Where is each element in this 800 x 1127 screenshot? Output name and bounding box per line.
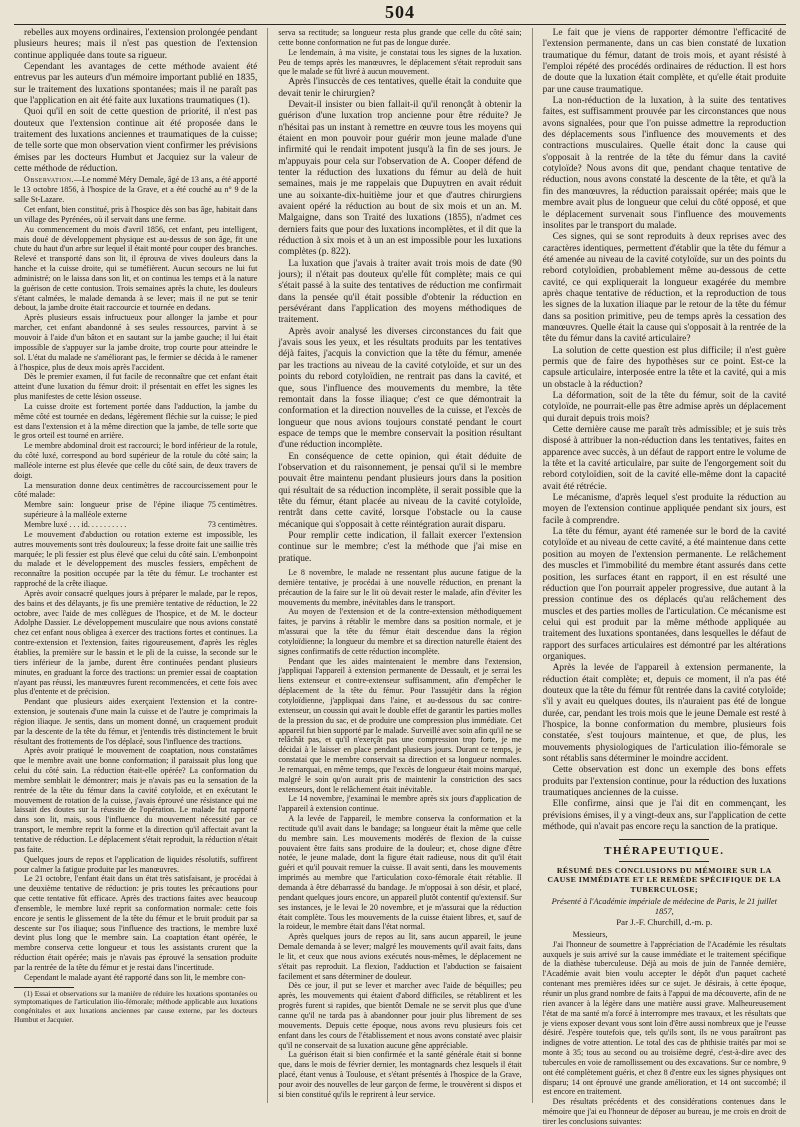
paragraph: Après quelques jours de repos au lit, sans aucun appareil, le jeune Demale demanda à se lever; malgré les mouvements qu'il avait faits, dans le lit, et ceux que nous avions exécutés nous-mêmes, le déplacement ne s'était pas reproduit. La flexion, l'adduction et l'abduction se faisaient facilement et sans déterminer de douleur.: [278, 932, 522, 981]
paragraph: Cet enfant, bien constitué, pris à l'hospice dès son bas âge, habitait dans un village des Pyrénées, où il servait dans une ferme.: [14, 205, 258, 224]
paragraph: Cette dernière cause me paraît très admissible; et je suis très disposé à attribuer la non-réduction dans les tentatives, faites en apparence avec succès, à un défaut de rapport entre le volume de la tête et la cavité articulaire, par suite de l'engorgement soit du rebord cotyloïdien, soit de la cavité elle-même dont la capacité avait été rétrécie.: [542, 425, 786, 492]
section-title: THÉRAPEUTIQUE.: [604, 845, 725, 858]
paragraph: Quoi qu'il en soit de cette question de priorité, il n'est pas douteux que l'extension continue ait été proposée dans le traitement des luxations anciennes et traumatiques de la cuisse; de telle sorte que mon observation vient confirmer les prévisions émises par les docteurs Humbut et Jacquiez sur la valeur de cette méthode de réduction.: [14, 107, 258, 175]
paragraph: Après avoir pratiqué le mouvement de coaptation, nous constatâmes que le membre avait une bonne conformation; il paraissait plus long que celui du côté sain. La réduction était-elle opérée? La conformation du membre semblait le démontrer; mais je n'avais pas eu la sensation de la rentrée de la tête du fémur dans la cavité cotyloïde, et en exécutant le mouvement de rotation de la cuisse, j'avais éprouvé une résistance qui me laissait des doutes sur la réussite de l'opération. Le malade fut rapporté dans son lit, mais, sous l'influence du mouvement nécessité par ce transport, le membre reprit la forme et la direction qu'il affectait avant la tentative de réduction. Le déplacement s'était reproduit, la réduction n'était pas faite.: [14, 746, 258, 854]
paragraph: rebelles aux moyens ordinaires, l'extension prolongée pendant plusieurs heures; mais il n'est pas question de l'extension continue appliquée dans toute sa rigueur.: [14, 28, 258, 61]
article-title: RÉSUMÉ DES CONCLUSIONS DU MÉMOIRE SUR LA CAUSE IMMÉDIATE ET LE REMÈDE SPÉCIFIQUE DE LA TUBERCULOSE;: [547, 865, 782, 894]
measurement-row: [14, 500, 257, 520]
paragraph: Au moyen de l'extension et de la contre-extension méthodiquement faites, je parvins à rétablir le membre dans sa position normale, et je m'assurai que la tête du fémur était descendue dans la région cotyloïdienne; la longueur du membre et sa direction naturelle étaient des signes confirmatifs de cette réduction incomplète.: [278, 607, 522, 656]
paragraph: Ces signes, qui se sont reproduits à deux reprises avec des caractères identiques, permettent d'établir que la tête du fémur a été amenée au niveau de la cavité cotyloïde, sur un des points du rebord cotyloïdien, probablement même au-dessous de cette cavité, ce qui expliquerait la longueur exagérée du membre après chaque tentative de réduction, et la reproduction de tous les signes de la luxation iliaque par le retour de la tête du fémur dans sa position primitive, peu de temps après la cessation des manœuvres. Quelle était la cause qui s'opposait à la rentrée de la tête du fémur dans la cavité articulaire?: [542, 232, 786, 345]
paragraph: serva sa rectitude; sa longueur resta plus grande que celle du côté sain; cette bonne conformation ne fut pas de longue durée.: [278, 28, 522, 47]
page-number: 504: [385, 2, 415, 22]
article-note: Présenté à l'Académie impériale de médecine de Paris, le 21 juillet 1857,: [551, 896, 777, 916]
section-rule: [619, 861, 709, 862]
paragraph: Après la levée de l'appareil à extension permanente, la réduction était complète; et, depuis ce moment, il n'a pas été douteux que la tête du fémur fût rentrée dans la cavité cotyloïde; s'il y avait eu quelques doutes, ils n'auraient pas été de longue durée, car, pendant les trois mois que le jeune Demale est resté à l'hospice, la bonne conformation du membre, plusieurs fois constatée, s'est toujours maintenue, et que, de plus, les mouvements physiologiques de l'articulation ilio-fémorale se sont rétablis sans déterminer le moindre accident.: [542, 663, 786, 764]
observation-label: Observation.: [24, 175, 74, 185]
paragraph: Le membre abdominal droit est raccourci; le bord inférieur de la rotule, du côté luxé, correspond au bord supérieur de la rotule du côté sain; la malléole interne est plus élevée que celle du côté sain, de deux travers de doigt.: [14, 441, 258, 480]
measurement-value: 73 centimètres.: [207, 520, 258, 529]
paragraph: Pendant que les aides maintenaient le membre dans l'extension, j'appliquai l'appareil à extension permanente de Dessault, et je serrai les liens extenseur et contre-extenseur suffisamment, afin d'empêcher le déplacement de la tête du fémur. Pour l'assujétir dans la région cotyloïdienne, j'appliquai dans l'aine, et au-dessous du sac contre-extenseur, un coussin qui avait le double effet de garantir les parties molles de la pression du sac, et de produire une compression plus immédiate. Cet appareil fut bien supporté par le malade. Surveillé avec soin afin qu'il ne se relâchât pas, et qu'il n'exerçât pas une compression trop forte, je me décidai à le laisser en place pendant plusieurs jours. Durant ce temps, je constatai que le membre conservait sa direction et sa longueur normales. Je remarquai, en même temps, que l'excès de longueur était moins marqué, malgré le soin qu'on aurait pris de maintenir la constriction des sacs extenseurs, dont le relâchement était inévitable.: [278, 656, 522, 794]
measurement-row: [14, 520, 257, 530]
paragraph: Après plusieurs essais infructueux pour allonger la jambe et pour marcher, cet enfant abandonné à ses seules ressources, parvint à se mouvoir à l'aide d'un bâton et en sautant sur la jambe gauche; il lui était impossible de s'appuyer sur la jambe droite, trop courte pour atteindre le sol. L'état du malade ne s'améliorant pas, le fermier se décida à le ramener à l'hospice, plus de deux mois après l'accident.: [14, 313, 258, 372]
paragraph: La non-réduction de la luxation, à la suite des tentatives faites, est suffisamment prouvée par les circonstances que nous avons signalées, pour que l'on puisse admettre la reproduction des déplacements sous l'influence des mouvements et des contractions musculaires. Quelle était donc la cause qui s'opposait à la rentrée de la tête du fémur dans la cavité cotyloïde? Nous avons dit que, pendant chaque tentative de réduction, nous avons constaté la descente de la tête, et qu'à la fin des manœuvres, la réduction paraissait opérée; mais que le membre avait plus de longueur que celui du côté opposé, et que le déplacement survenait sous l'influence des mouvements insolites par le transport du malade.: [542, 96, 786, 231]
paragraph: Devait-il insister ou bien fallait-il qu'il renonçât à obtenir la guérison d'une luxation trop ancienne pour être réduite? Je n'hésitai pas un instant à remettre en œuvre tous les moyens qui étaient en mon pouvoir pour guérir mon jeune malade d'une infirmité qui le rendait impotent jusqu'à la fin de ses jours. Je m'appuyais pour cela sur l'observation de A. Cooper défend de tenter la réduction des luxations du fémur au delà de huit semaines, mais je me rappelais que Dupuytren en avait réduit une au soixante-dix-huitième jour et que d'autres chirurgiens avaient opéré la réduction au bout de six mois et un an. M. Malgaigne, dans son Traité des luxations (1855), n'admet ces derniers faits que pour des luxations incomplètes, et il dit que la réduction à six mois et à un an est impossible pour les luxations complètes (p. 822).: [278, 99, 522, 258]
paragraph: Le lendemain, à ma visite, je constatai tous les signes de la luxation. Peu de temps après les manœuvres, le déplacement s'était reproduit sans que le malade se fût livré à aucun mouvement.: [278, 47, 522, 77]
paragraph: Le 8 novembre, le malade ne ressentant plus aucune fatigue de la dernière tentative, je procédai à une nouvelle réduction, en prenant la précaution de la faire sur le lit où devait rester le malade, afin d'éviter les mouvements du membre, inévitables dans le transport.: [278, 568, 522, 607]
paragraph: Dès le premier examen, il fut facile de reconnaître que cet enfant était atteint d'une luxation du fémur droit: il présentait en effet les signes les plus manifestes de cette lésion osseuse.: [14, 372, 258, 402]
paragraph: Après l'insuccès de ces tentatives, quelle était la conduite que devait tenir le chirurgien?: [278, 77, 522, 99]
paragraph: La guérison était si bien confirmée et la santé générale était si bonne que, dans le mois de février dernier, les montagnards chez lesquels il était placé, étant venus à Toulouse, et s'étant présentés à l'hospice de la Grave, pour avoir des nouvelles de leur garçon de ferme, le trouvèrent si dispos et si bien constitué qu'ils le reprirent à leur service.: [278, 1050, 522, 1099]
paragraph: Le mouvement d'abduction ou rotation externe est impossible, les autres mouvements sont très douloureux; la fesse droite fait une saillie très marquée; le pli fessier est plus élevé que celui du côté sain. L'embonpoint du malade et le développement des muscles fessiers, empêchent de reconnaître la position occupée par la tête du fémur. Le trochanter est rapproché de la crête iliaque.: [14, 529, 258, 589]
paragraph: La cuisse droite est fortement portée dans l'adduction, la jambe du même côté est tournée en dedans, légèrement fléchie sur la cuisse; le pied est dans l'extension et à la même direction que la jambe, de telle sorte que le gros orteil est tourné en arrière.: [14, 401, 258, 441]
paragraph: La mensuration donne deux centimètres de raccourcissement pour le côté malade:: [14, 480, 258, 500]
paragraph: A la levée de l'appareil, le membre conserva la conformation et la rectitude qu'il avait dans le bandage; sa longueur était la même que celle du membre sain. Les mouvements modérés de flexion de la cuisse pouvaient être faits sans produire de la douleur; et, chose digne d'être notée, le jeune malade, dont la figure était radieuse, nous dit qu'il était guéri et qu'il pouvait remuer la cuisse. Il avait senti, dans les mouvements imprimés au membre que l'articulation coxo-fémorale était rétablie. Il demanda à être débarrassé du bandage. Je m'opposai à son désir, et placé, pendant quelques jours encore, un appareil plutôt contentif qu'extensif. Sur ses instances, je le levai le 20 novembre, et je m'assurai que la réduction était complète. Tous les mouvements de la cuisse étaient libres, et, sauf de la roideur, le membre était dans l'état normal.: [278, 814, 522, 932]
column-3: [542, 28, 786, 1126]
paragraph: La solution de cette question est plus difficile; il n'est guère permis que de faire des hypothèses sur ce point. Est-ce la capsule articulaire, interposée entre la tête et la cavité, qui a mis un obstacle à la réduction?: [542, 345, 786, 390]
paragraph: La luxation que j'avais à traiter avait trois mois de date (90 jours); il n'était pas douteux qu'elle fût complète; mais ce qui s'était passé à la suite des tentatives de réduction me confirmait dans la pensée qu'il était possible d'obtenir la réduction en persévérant dans l'application des moyens méthodiques de traitement.: [278, 258, 522, 326]
paragraph: Des résultats précédents et des considérations contenues dans le mémoire que j'ai eu l'honneur de déposer au bureau, je me crois en droit de tirer les conclusions suivantes:: [542, 1097, 786, 1126]
paragraph: Le 14 novembre, j'examinai le membre après six jours d'application de l'appareil à extension continue.: [278, 794, 522, 814]
paragraph: Messieurs,: [572, 929, 608, 939]
paragraph: Pendant que plusieurs aides exerçaient l'extension et la contre-extension, je soutenais d'une main la cuisse et de l'autre je comprimais la région iliaque. Je sentis, dans un moment donné, un craquement produit par la descente de la tête du fémur, et j'entendis très distinctement le bruit résultant des frottements de l'os déplacé, sous l'influence des tractions.: [14, 697, 258, 746]
paragraph: Après avoir analysé les diverses circonstances du fait que j'avais sous les yeux, et les résultats produits par les tentatives déjà faites, j'acquis la conviction que la tête du fémur, amenée par les tractions au niveau de la cavité cotyloïde, et sur un des points du rebord cotyloïdien, ne rentrait pas dans la cavité, et que, sous l'influence des mouvements du membre, la tête remontait dans la fosse iliaque; c'est ce que démontrait la conformation et la direction nouvelles de la cuisse, et l'excès de longueur que nous avions toujours constaté pendant le court espace de temps que le membre conservait la position résultant d'une réduction incomplète.: [278, 326, 522, 451]
paragraph: Au commencement du mois d'avril 1856, cet enfant, peu intelligent, mais doué de développement physique est au-dessus de son âge, fit une chute du haut d'un arbre sur lequel il était monté pour couper des branches. Relevé et transporté dans son lit, il éprouva de vives douleurs dans la hanche et la cuisse droite, qui se tuméfièrent. Aucun secours ne lui fut administré; on le laissa dans son lit, et on continua les temps et à la nature la guérison de cette contusion. Trois semaines après la chute, les douleurs s'étant calmées, le malade demanda à se lever; mais il ne put se tenir debout, la jambe droite était raccourcie et tournée en dedans.: [14, 224, 258, 313]
paragraph: La tête du fémur, ayant été ramenée sur le bord de la cavité cotyloïde et au niveau de cette cavité, a été maintenue dans cette position au moyen de l'extension permanente. Le relâchement des muscles et l'immobilité du membre étant assurés dans cette position, les surfaces étant en rapport, il en est résulté une réduction que l'on pourrait appeler progressive, due autant à la pression continue des os déplacés qu'au relâchement des muscles et des parties molles de l'articulation. Ce mécanisme est celui qui est produit par la même méthode appliquée au traitement des luxations spontanées, dans lesquelles le défaut de rapport des surfaces articulaires est démontré par les altérations organiques.: [542, 527, 786, 662]
paragraph: En conséquence de cette opinion, qui était déduite de l'observation et du raisonnement, je pensai qu'il si le membre pouvait être maintenu pendant plusieurs jours dans la position qui résultait de sa réduction incomplète, il serait possible que la tête du fémur, étant placée au niveau de la cavité cotyloïde, rentrât dans cette cavité, lorsque l'obstacle ou la cause mécanique qui s'opposait à cette réintégration aurait disparu.: [278, 451, 522, 530]
column-divider: [267, 28, 268, 1103]
column-1: [14, 28, 257, 1103]
paragraph: La déformation, soit de la tête du fémur, soit de la cavité cotyloïde, ne pourrait-elle pas être admise après un déplacement qui durait depuis trois mois?: [542, 391, 786, 424]
measurement-label: Membre sain: longueur prise de l'épine iliaque supérieure à la malléole externe: [24, 500, 204, 520]
paragraph: Dès ce jour, il put se lever et marcher avec l'aide de béquilles; peu après, les mouvements qui étaient d'abord difficiles, se rétablirent et les progrès furent si rapides, que bientôt Demale ne se servit plus que d'une canne qu'il ne tarda pas à abandonner pour jouir plus librement de ses mouvements. Depuis cette époque, nous avons revu plusieurs fois cet enfant dans les cours de l'établissement et nous avons constaté avec plaisir qu'il ne conservait de sa luxation aucune gêne appréciable.: [278, 981, 522, 1050]
column-divider: [532, 28, 533, 1103]
paragraph: Le mécanisme, d'après lequel s'est produite la réduction au moyen de l'extension continue appliquée pendant six jours, est facile à comprendre.: [542, 493, 786, 526]
paragraph: Le fait que je viens de rapporter démontre l'efficacité de l'extension permanente, dans un cas bien constaté de luxation traumatique du fémur, datant de trois mois, et ayant résisté à l'emploi répété des procédés ordinaires de réduction. Il est hors de doute que la luxation était complète, et qu'elle était produite par une cause traumatique.: [542, 28, 786, 95]
observation-text: —Le nommé Méry Demale, âgé de 13 ans, a été apporté le 13 octobre 1856, à l'hospice de la Grave, et a été couché au n° 9 de la salle St-Lazare.: [14, 175, 258, 205]
measurement-label: Membre luxé . . . id. . . . . . . . . .: [24, 520, 127, 529]
paragraph: Cette observation est donc un exemple des bons effets produits par l'extension continue, pour la réduction des luxations traumatiques anciennes de la cuisse.: [542, 765, 786, 799]
paragraph: Pour remplir cette indication, il fallait exercer l'extension continue sur le membre; c'est la méthode que j'ai mise en pratique.: [278, 530, 522, 564]
section-rule: [619, 839, 709, 840]
measurement-value: 75 centimètres.: [207, 500, 258, 510]
header-rule: [14, 24, 786, 25]
text-columns: [14, 28, 786, 1126]
paragraph: Le 21 octobre, l'enfant était dans un état très satisfaisant, je procédai à une deuxième tentative de réduction: je pris toutes les précautions pour que cette tentative fût efficace. Après des tractions faites avec beaucoup d'ensemble, le membre luxé reprit sa conformation normale: cette fois encore je sentis le glissement de la tête du fémur et le bruit produit par sa descente sur l'os iliaque; sous l'influence des tractions, le membre luxé devint plus long que le membre sain. La coaptation étant opérée, le membre conserva cette longueur et tous les assistants crurent que la réduction était opérée; mais je n'avais pas éprouvé la sensation produite par la rentrée de la tête du fémur et je restai dans l'incertitude.: [14, 874, 258, 972]
footnote: (1) Essai et observations sur la manière de réduire les luxations spontanées ou symptomatiques de l'articulation ilio-fémorale; méthode applicable aux luxations congénitales et aux luxations anciennes par cause externe, par les docteurs Humbut et Jacquier.: [14, 988, 258, 1025]
paragraph: Cependant les avantages de cette méthode avaient été entrevus par les auteurs d'un mémoire important publié en 1835, sur le traitement des luxations spontanées; mais il ne paraît pas que l'application en ait été faite aux luxations traumatiques (1).: [14, 62, 258, 107]
paragraph: Après avoir consacré quelques jours à préparer le malade, par le repos, des bains et des délayants, je fis une première tentative de réduction, le 22 octobre, avec l'aide de mes collègues de l'hospice, et de M. le docteur Adolphe Dassier. Le développement musculaire que nous avions constaté chez cet enfant nous obligea à exercer des tractions fortes et continues. La contre-extension et l'extension, faites rigoureusement, d'après les règles établies, la première sur le bassin et le pli de la cuisse, la seconde sur le tiers inférieur de la jambe, durent être continuées pendant plusieurs minutes, en graduant la force des tractions: un premier essai de coaptation n'ayant pas réussi, les manœuvres furent recommencées, et cette fois avec plus d'entente et de précision.: [14, 588, 258, 697]
column-2: [278, 28, 521, 1103]
paragraph: Quelques jours de repos et l'application de liquides résolutifs, suffirent pour calmer la fatigue produite par les manœuvres.: [14, 854, 258, 874]
paragraph: Elle confirme, ainsi que je l'ai dit en commençant, les prévisions émises, il y a vingt-deux ans, sur l'application de cette méthode, qui n'avait pas encore reçu la sanction de la pratique.: [542, 799, 786, 833]
observation-intro: [14, 175, 257, 205]
paragraph: J'ai l'honneur de soumettre à l'appréciation de l'Académie les résultats auxquels je suis arrivé sur la cause immédiate et le traitement spécifique de la diathèse tuberculeuse. Déjà au mois de juin de l'année dernière, l'Académie avait bien voulu accepter le dépôt d'un paquet cacheté contenant mes premières idées sur ce sujet. Je désirais, à cette époque, réunir un plus grand nombre de faits à l'appui de ma découverte, afin de ne rien avancer à la légère dans une matière aussi grave. Malheureusement l'état de ma santé m'a forcé à interrompre mes travaux, et les résultats que je viens exposer devant vous sont loin d'être aussi nombreux que je l'eusse désiré. J'espère toutefois que, tels qu'ils sont, ils ne vous paraîtront pas indignes de votre attention. Le total des cas de phthisie traités par moi se monte à 35; tous au second ou au troisième degré, c'est-à-dire avec des tubercules en voie de ramollissement ou des excavations. Sur ce nombre, 9 ont été complètement guéris, et chez 8 d'entre eux les signes physiques ont disparu; 14 ont éprouvé une grande amélioration, et 14 ont succombé; il est encore en traitement.: [542, 939, 786, 1097]
article-author: Par J.-F. Churchill, d.-m. p.: [616, 916, 713, 927]
paragraph: Cependant le malade ayant été rapporté dans son lit, le membre con-: [24, 972, 246, 982]
footnote-rule: [14, 987, 74, 988]
